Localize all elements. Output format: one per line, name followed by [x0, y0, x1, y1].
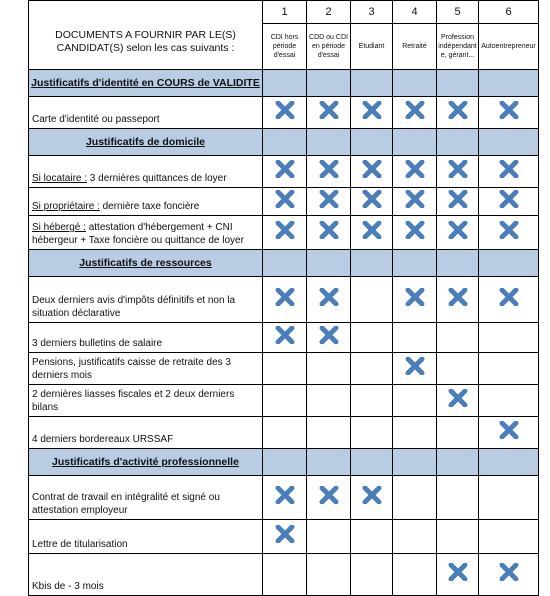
table-row: [29, 476, 539, 520]
table-row: [29, 554, 539, 596]
case-cell: [479, 476, 539, 520]
section-title: Justificatifs de domicile: [29, 129, 263, 156]
case-number-4: 4: [393, 1, 437, 24]
case-cell: [437, 554, 479, 596]
case-cell: [307, 476, 351, 520]
document-text: 3 derniers bulletins de salaire: [32, 338, 163, 349]
document-label: [29, 156, 263, 188]
case-cell: [479, 97, 539, 129]
cross-icon: [362, 221, 382, 239]
case-cell: [437, 277, 479, 323]
case-cell: [437, 385, 479, 417]
document-label: [29, 476, 263, 520]
case-label-retraite: Retraité: [393, 24, 437, 70]
cross-icon: [448, 160, 468, 178]
section-blank-cell: [393, 129, 437, 156]
case-cell: [307, 97, 351, 129]
section-blank-cell: [479, 70, 539, 97]
section-blank-cell: [351, 449, 393, 476]
case-number-3: 3: [351, 1, 393, 24]
document-text: dernière taxe foncière: [99, 201, 200, 212]
case-cell: [393, 188, 437, 216]
section-header-row: [29, 250, 539, 277]
cross-icon: [499, 101, 519, 119]
case-cell: [307, 216, 351, 250]
case-cell: [307, 188, 351, 216]
document-text: 3 dernières quittances de loyer: [87, 173, 227, 184]
case-cell: [351, 188, 393, 216]
document-label: [29, 353, 263, 385]
case-label-cdd: CDD ou CDI en période d'essai: [307, 24, 351, 70]
cross-icon: [448, 221, 468, 239]
section-blank-cell: [263, 250, 307, 277]
case-cell: [479, 277, 539, 323]
case-cell: [393, 97, 437, 129]
cross-icon: [319, 288, 339, 306]
case-cell: [307, 520, 351, 554]
document-text: Contrat de travail en intégralité et signé ou attestation employeur: [32, 492, 220, 516]
document-label: [29, 216, 263, 250]
cross-icon: [275, 101, 295, 119]
table-row: [29, 417, 539, 449]
case-cell: [393, 554, 437, 596]
section-blank-cell: [393, 70, 437, 97]
document-condition: Si locataire :: [32, 173, 88, 184]
case-cell: [263, 216, 307, 250]
section-blank-cell: [393, 449, 437, 476]
document-condition: Si hébergé :: [32, 222, 86, 233]
documents-title: DOCUMENTS A FOURNIR PAR LE(S) CANDIDAT(S) selon les cas suivants :: [29, 1, 263, 70]
case-cell: [351, 323, 393, 353]
cross-icon: [448, 190, 468, 208]
case-cell: [437, 97, 479, 129]
section-header-row: [29, 129, 539, 156]
cross-icon: [362, 160, 382, 178]
case-cell: [393, 353, 437, 385]
cross-icon: [499, 221, 519, 239]
cross-icon: [275, 326, 295, 344]
case-cell: [307, 385, 351, 417]
document-label: [29, 417, 263, 449]
cross-icon: [405, 101, 425, 119]
cross-icon: [362, 190, 382, 208]
document-label: [29, 188, 263, 216]
case-cell: [479, 520, 539, 554]
section-blank-cell: [263, 129, 307, 156]
case-cell: [307, 417, 351, 449]
section-blank-cell: [351, 70, 393, 97]
case-cell: [393, 520, 437, 554]
section-header-row: [29, 449, 539, 476]
case-cell: [393, 417, 437, 449]
section-blank-cell: [437, 129, 479, 156]
case-cell: [351, 520, 393, 554]
section-blank-cell: [351, 250, 393, 277]
case-cell: [263, 277, 307, 323]
case-cell: [393, 156, 437, 188]
section-blank-cell: [263, 70, 307, 97]
table-row: [29, 188, 539, 216]
cross-icon: [448, 288, 468, 306]
case-number-6: 6: [479, 1, 539, 24]
case-cell: [351, 97, 393, 129]
document-label: [29, 554, 263, 596]
case-cell: [479, 385, 539, 417]
document-text: attestation d'hébergement + CNI hébergeur + Taxe foncière ou quittance de loyer: [32, 222, 244, 246]
case-cell: [437, 323, 479, 353]
cross-icon: [319, 486, 339, 504]
case-label-independant: Profession indépendant e, gérant...: [437, 24, 479, 70]
case-cell: [351, 554, 393, 596]
case-cell: [479, 188, 539, 216]
case-cell: [263, 417, 307, 449]
case-cell: [263, 188, 307, 216]
case-cell: [307, 156, 351, 188]
section-blank-cell: [307, 70, 351, 97]
case-cell: [263, 385, 307, 417]
case-number-1: 1: [263, 1, 307, 24]
cross-icon: [405, 288, 425, 306]
case-cell: [437, 417, 479, 449]
case-cell: [393, 323, 437, 353]
case-cell: [351, 417, 393, 449]
section-title: Justificatifs d'identité en COURS de VALIDITE: [29, 70, 263, 97]
documents-table: [28, 0, 539, 596]
section-blank-cell: [351, 129, 393, 156]
cross-icon: [499, 563, 519, 581]
case-cell: [479, 323, 539, 353]
case-label-etudiant: Etudiant: [351, 24, 393, 70]
case-cell: [351, 216, 393, 250]
cross-icon: [499, 160, 519, 178]
section-blank-cell: [479, 129, 539, 156]
case-cell: [437, 476, 479, 520]
cross-icon: [319, 221, 339, 239]
cross-icon: [405, 221, 425, 239]
cross-icon: [405, 160, 425, 178]
table-row: [29, 520, 539, 554]
cross-icon: [275, 221, 295, 239]
cross-icon: [448, 389, 468, 407]
document-label: [29, 520, 263, 554]
case-cell: [479, 417, 539, 449]
section-blank-cell: [307, 250, 351, 277]
section-header-row: [29, 70, 539, 97]
document-text: Carte d'identité ou passeport: [32, 114, 160, 125]
case-label-cdi: CDI hors période d'essai: [263, 24, 307, 70]
document-text: 4 derniers bordereaux URSSAF: [32, 434, 174, 445]
section-blank-cell: [437, 70, 479, 97]
document-text: Kbis de - 3 mois: [32, 581, 104, 592]
case-number-5: 5: [437, 1, 479, 24]
cross-icon: [275, 525, 295, 543]
cross-icon: [362, 101, 382, 119]
case-cell: [351, 353, 393, 385]
case-cell: [393, 277, 437, 323]
section-blank-cell: [479, 250, 539, 277]
case-cell: [479, 353, 539, 385]
case-cell: [307, 353, 351, 385]
cross-icon: [448, 563, 468, 581]
cross-icon: [405, 357, 425, 375]
case-cell: [393, 476, 437, 520]
cross-icon: [319, 160, 339, 178]
cross-icon: [362, 486, 382, 504]
case-cell: [393, 216, 437, 250]
case-cell: [263, 520, 307, 554]
case-cell: [263, 97, 307, 129]
case-cell: [351, 156, 393, 188]
cross-icon: [319, 190, 339, 208]
document-text: Lettre de titularisation: [32, 539, 128, 550]
section-blank-cell: [307, 449, 351, 476]
case-cell: [437, 156, 479, 188]
section-blank-cell: [263, 449, 307, 476]
case-cell: [479, 554, 539, 596]
section-title: Justificatifs d'activité professionnelle: [29, 449, 263, 476]
table-row: [29, 385, 539, 417]
cross-icon: [499, 190, 519, 208]
table-row: [29, 323, 539, 353]
case-cell: [393, 385, 437, 417]
document-label: [29, 277, 263, 323]
section-blank-cell: [437, 449, 479, 476]
case-number-2: 2: [307, 1, 351, 24]
table-row: [29, 216, 539, 250]
case-cell: [263, 156, 307, 188]
cross-icon: [275, 288, 295, 306]
case-cell: [307, 323, 351, 353]
case-cell: [351, 385, 393, 417]
cross-icon: [448, 101, 468, 119]
cross-icon: [275, 160, 295, 178]
document-text: Deux derniers avis d'impôts définitifs et non la situation déclarative: [32, 295, 236, 319]
document-label: [29, 323, 263, 353]
case-cell: [263, 554, 307, 596]
case-cell: [437, 216, 479, 250]
document-label: [29, 97, 263, 129]
case-cell: [351, 476, 393, 520]
case-cell: [263, 353, 307, 385]
document-text: Pensions, justificatifs caisse de retraite des 3 derniers mois: [32, 357, 231, 381]
table-row: [29, 277, 539, 323]
cross-icon: [275, 486, 295, 504]
table-row: [29, 353, 539, 385]
case-cell: [437, 520, 479, 554]
case-cell: [263, 476, 307, 520]
cross-icon: [319, 326, 339, 344]
document-label: [29, 385, 263, 417]
case-cell: [437, 353, 479, 385]
case-cell: [307, 554, 351, 596]
cross-icon: [499, 288, 519, 306]
case-cell: [263, 323, 307, 353]
case-cell: [479, 156, 539, 188]
document-condition: Si propriétaire :: [32, 201, 100, 212]
cross-icon: [499, 421, 519, 439]
case-cell: [307, 277, 351, 323]
section-title: Justificatifs de ressources: [29, 250, 263, 277]
section-blank-cell: [393, 250, 437, 277]
section-blank-cell: [437, 250, 479, 277]
case-cell: [437, 188, 479, 216]
document-text: 2 dernières liasses fiscales et 2 deux derniers bilans: [32, 389, 235, 413]
section-blank-cell: [307, 129, 351, 156]
cross-icon: [405, 190, 425, 208]
case-cell: [479, 216, 539, 250]
table-row: [29, 156, 539, 188]
cross-icon: [275, 190, 295, 208]
case-label-autoentrepreneur: Autoentrepreneur: [479, 24, 539, 70]
case-cell: [351, 277, 393, 323]
table-row: [29, 97, 539, 129]
section-blank-cell: [479, 449, 539, 476]
cross-icon: [319, 101, 339, 119]
